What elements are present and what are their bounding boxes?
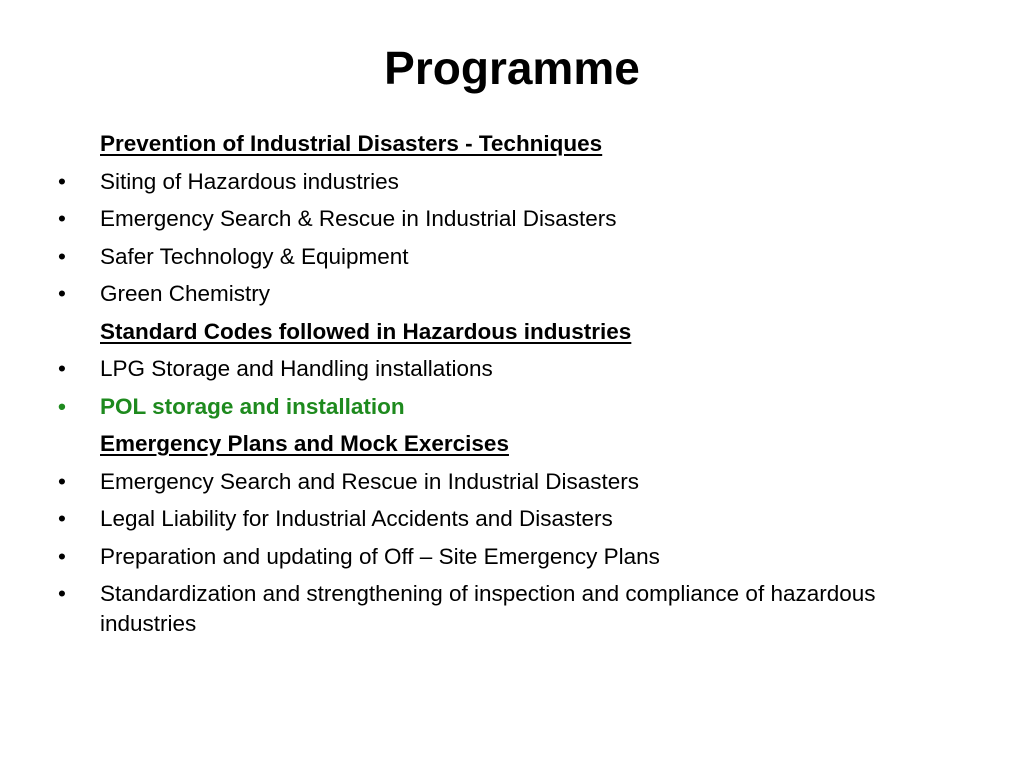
- list-item-text: Standardization and strengthening of inspection and compliance of hazardous industries: [100, 581, 876, 636]
- list-item: [58, 467, 958, 497]
- list-item-text: Safer Technology & Equipment: [100, 243, 409, 269]
- list-item: [58, 579, 958, 639]
- slide-content-list: [58, 129, 958, 647]
- list-item-text: Legal Liability for Industrial Accidents and Disasters: [100, 506, 613, 531]
- bullet-icon: •: [58, 543, 66, 569]
- list-item-text: LPG Storage and Handling installations: [100, 356, 493, 381]
- heading-text: Standard Codes followed in Hazardous industries: [100, 318, 632, 344]
- bullet-icon: •: [58, 468, 66, 494]
- bullet-icon: •: [58, 393, 66, 419]
- list-item-highlighted: [58, 392, 958, 422]
- heading-text: Prevention of Industrial Disasters - Techniques: [100, 131, 603, 156]
- list-item: [58, 354, 958, 384]
- list-item: [58, 504, 958, 534]
- list-item: [58, 279, 958, 309]
- bullet-icon: •: [58, 506, 66, 531]
- bullet-icon: •: [58, 356, 66, 381]
- section-heading-prevention: [58, 129, 958, 159]
- list-item-text: Green Chemistry: [100, 281, 271, 306]
- list-item-text: Emergency Search and Rescue in Industrial Disasters: [100, 468, 640, 494]
- section-heading-emergency-plans: [58, 429, 958, 459]
- bullet-icon: •: [58, 581, 66, 606]
- list-item: [58, 542, 958, 572]
- slide-title: Programme: [384, 42, 640, 94]
- list-item: [58, 242, 958, 272]
- bullet-icon: •: [58, 281, 66, 306]
- list-item: [58, 167, 958, 197]
- list-item-text: POL storage and installation: [100, 393, 405, 419]
- heading-text: Emergency Plans and Mock Exercises: [100, 431, 509, 456]
- bullet-icon: •: [58, 206, 66, 231]
- list-item-text: Preparation and updating of Off – Site Emergency Plans: [100, 543, 660, 569]
- section-heading-standard-codes: [58, 317, 958, 347]
- bullet-icon: •: [58, 168, 66, 194]
- list-item-text: Emergency Search & Rescue in Industrial Disasters: [100, 206, 617, 231]
- list-item: [58, 204, 958, 234]
- list-item-text: Siting of Hazardous industries: [100, 168, 399, 194]
- bullet-icon: •: [58, 243, 66, 269]
